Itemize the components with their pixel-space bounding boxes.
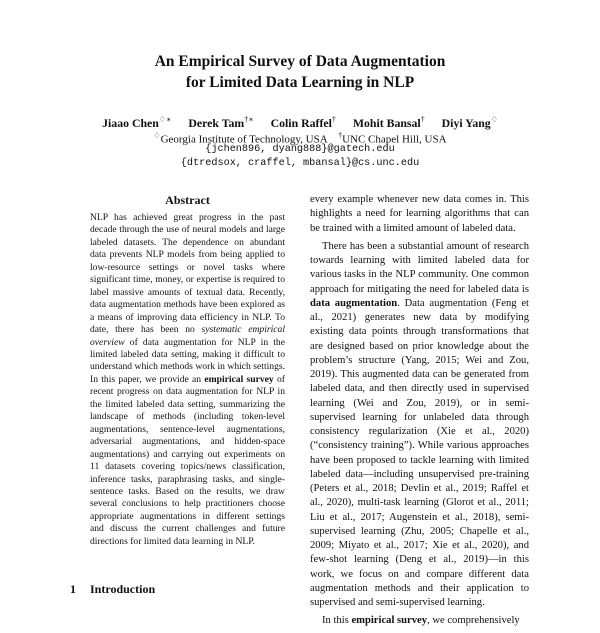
author: Jiaao Chen♢∗ <box>102 115 172 130</box>
email-line-2: {dtredsox, craffel, mbansal}@cs.unc.edu <box>180 158 420 169</box>
paragraph: every example whenever new data comes in. This highlights a need for learning algorithms that can be trained with a limited amount of labeled data. <box>310 194 529 234</box>
abstract-heading: Abstract <box>165 193 210 207</box>
section-heading-introduction: 1 Introduction <box>70 582 156 596</box>
author: Diyi Yang♢ <box>441 115 498 130</box>
paragraph: In this empirical survey, we comprehensively <box>322 615 520 627</box>
email-line-1: {jchen896, dyang888}@gatech.edu <box>205 144 395 155</box>
affiliations: ♢Georgia Institute of Technology, USA †UNC Chapel Hill, USA <box>153 131 447 146</box>
right-column <box>310 193 529 633</box>
author: Derek Tam†∗ <box>188 115 254 130</box>
paper-title-line-1: An Empirical Survey of Data Augmentation <box>154 53 446 70</box>
paragraph: There has been a substantial amount of research towards learning with limited labeled data for various tasks in the NLP community. One common approach for mitigating the need for labeled data is data augmentation. Data augmentation (Feng et al., 2021) generates new data by modifying existing data points through transformations that are designed based on prior knowledge about the problem’s structure (Yang, 2015; Wei and Zou, 2019). This augmented data can be generated from labeled data, and then directly used in supervised learning (Wei and Zou, 2019), or in semi-supervised learning for unlabeled data through consistency regularization (Xie et al., 2020) (“consistency training”). While various approaches have been proposed to tackle learning with limited labeled data—including unsupervised pre-training (Peters et al., 2018; Devlin et al., 2019; Raffel et al., 2020), multi-task learning (Glorot et al., 2011; Liu et al., 2017; Augenstein et al., 2018), semi-supervised learning (Zhu, 2005; Chapelle et al., 2009; Miyato et al., 2017; Xie et al., 2020), and few-shot learning (Deng et al., 2019)—in this work, we focus on and compare different data augmentation methods and their application to supervised and semi-supervised learning. <box>310 240 529 608</box>
author: Colin Raffel† <box>270 115 336 130</box>
abstract-body: NLP has achieved great progress in the past decade through the use of neural models and large labeled datasets. The dependence on abundant data prevents NLP models from being applied to low-resource settings or novel tasks where significant time, money, or expertise is required to label massive amounts of textual data. Recently, data augmentation methods have been explored as a means of improving data efficiency in NLP. To date, there has been no systematic empirical overview of data augmentation for NLP in the limited labeled data setting, making it difficult to understand which methods work in which settings. In this paper, we provide an empirical survey of recent progress on data augmentation for NLP in the limited labeled data setting, summarizing the landscape of methods (including token-level augmentations, sentence-level augmentations, adversarial augmentations, and hidden-space augmentations) and carrying out experiments on 11 datasets covering topics/news classification, inference tasks, paraphrasing tasks, and single-sentence tasks. Based on the results, we draw several conclusions to help practitioners choose appropriate augmentations in different settings and discuss the current challenges and future directions for limited data learning in NLP. <box>90 212 285 547</box>
paper-title-line-2: for Limited Data Learning in NLP <box>185 74 415 91</box>
author: Mohit Bansal† <box>352 115 425 130</box>
